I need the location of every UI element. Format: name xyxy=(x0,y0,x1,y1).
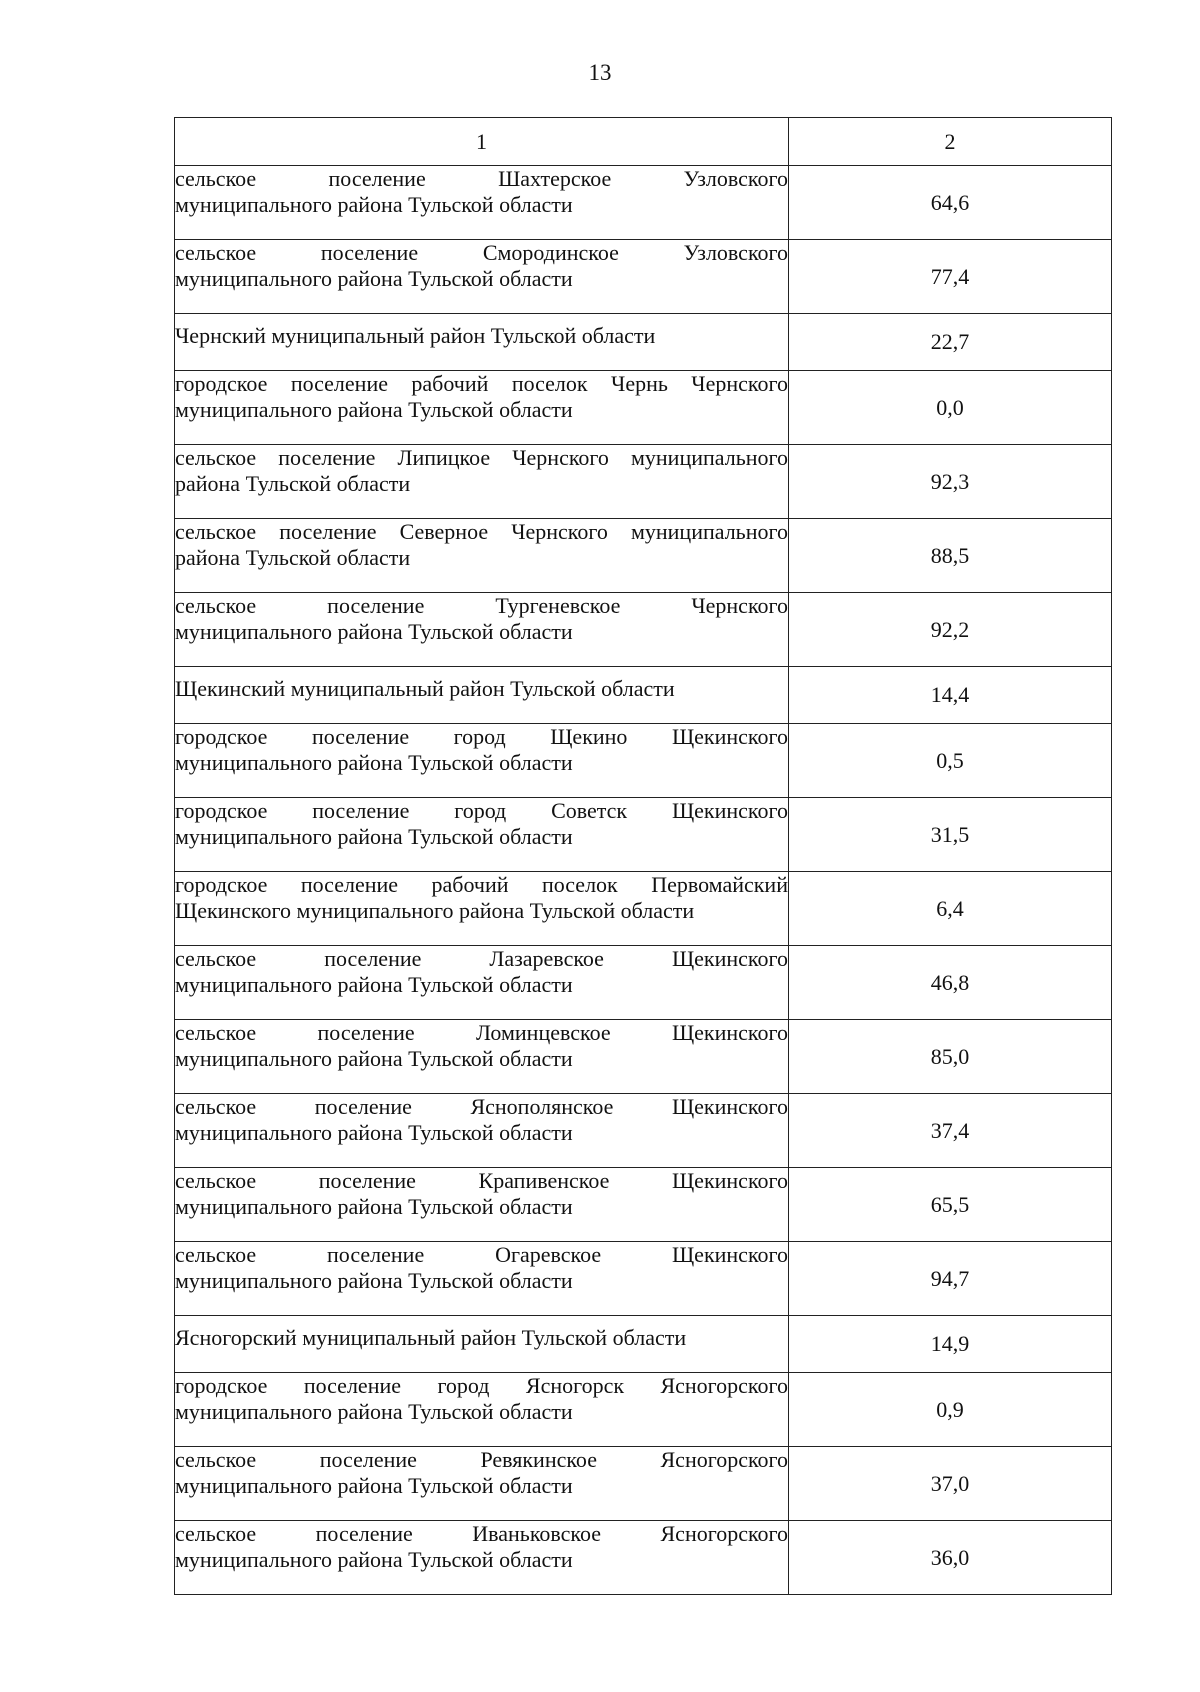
municipality-name-cell xyxy=(175,1373,789,1447)
municipality-name-cell xyxy=(175,240,789,314)
value-cell: 85,0 xyxy=(789,1020,1112,1094)
table-row xyxy=(175,314,1112,371)
value-cell: 92,3 xyxy=(789,445,1112,519)
table-row xyxy=(175,946,1112,1020)
value-cell: 64,6 xyxy=(789,166,1112,240)
value-cell: 31,5 xyxy=(789,798,1112,872)
municipality-name-line: района Тульской области xyxy=(175,545,411,570)
value-cell: 46,8 xyxy=(789,946,1112,1020)
municipality-name-line: Щекинский муниципальный район Тульской области xyxy=(175,676,675,701)
municipality-name-cell xyxy=(175,519,789,593)
value-cell: 37,4 xyxy=(789,1094,1112,1168)
municipality-name-cell xyxy=(175,872,789,946)
municipality-name-line: сельское поселение Северное Чернского муниципального xyxy=(175,519,788,544)
municipality-name-line: городское поселение город Советск Щекинского xyxy=(175,798,788,823)
municipality-name-line: муниципального района Тульской области xyxy=(175,1473,573,1498)
value-cell: 6,4 xyxy=(789,872,1112,946)
municipality-name-line: муниципального района Тульской области xyxy=(175,192,573,217)
table-row xyxy=(175,1242,1112,1316)
value-cell: 36,0 xyxy=(789,1521,1112,1595)
table-row xyxy=(175,724,1112,798)
municipality-name-line: сельское поселение Крапивенское Щекинского xyxy=(175,1168,788,1193)
value-cell: 0,0 xyxy=(789,371,1112,445)
municipality-name-line: муниципального района Тульской области xyxy=(175,750,573,775)
table-row xyxy=(175,1373,1112,1447)
municipality-name-line: муниципального района Тульской области xyxy=(175,1046,573,1071)
municipality-name-line: сельское поселение Смородинское Узловского xyxy=(175,240,788,265)
municipality-name-cell xyxy=(175,1020,789,1094)
header-row xyxy=(175,118,1112,166)
table-body xyxy=(175,166,1112,1595)
municipality-name-line: сельское поселение Яснополянское Щекинского xyxy=(175,1094,788,1119)
municipality-name-line: муниципального района Тульской области xyxy=(175,972,573,997)
table-row xyxy=(175,1521,1112,1595)
municipality-name-cell xyxy=(175,593,789,667)
municipality-name-line: муниципального района Тульской области xyxy=(175,1399,573,1424)
municipality-name-line: сельское поселение Липицкое Чернского муниципального xyxy=(175,445,788,470)
table-row xyxy=(175,667,1112,724)
municipality-name-cell xyxy=(175,724,789,798)
municipality-name-cell xyxy=(175,1521,789,1595)
municipality-name-line: городское поселение город Ясногорск Ясногорского xyxy=(175,1373,788,1398)
municipality-name-line: сельское поселение Огаревское Щекинского xyxy=(175,1242,788,1267)
table-row xyxy=(175,798,1112,872)
municipality-name-line: сельское поселение Иваньковское Ясногорского xyxy=(175,1521,788,1546)
table-row xyxy=(175,445,1112,519)
municipality-name-line: Чернский муниципальный район Тульской области xyxy=(175,323,656,348)
table-row xyxy=(175,240,1112,314)
value-cell: 94,7 xyxy=(789,1242,1112,1316)
municipality-name-cell xyxy=(175,166,789,240)
value-cell: 92,2 xyxy=(789,593,1112,667)
data-table xyxy=(174,117,1112,1595)
municipality-name-line: городское поселение рабочий поселок Первомайский xyxy=(175,872,788,897)
table-row xyxy=(175,872,1112,946)
table-row xyxy=(175,371,1112,445)
municipality-name-line: района Тульской области xyxy=(175,471,411,496)
table-row xyxy=(175,166,1112,240)
value-cell: 77,4 xyxy=(789,240,1112,314)
municipality-name-line: муниципального района Тульской области xyxy=(175,397,573,422)
municipality-name-line: муниципального района Тульской области xyxy=(175,1120,573,1145)
table-row xyxy=(175,1316,1112,1373)
municipality-name-line: Ясногорский муниципальный район Тульской области xyxy=(175,1325,687,1350)
municipality-name-cell xyxy=(175,1242,789,1316)
table-row xyxy=(175,519,1112,593)
table-row xyxy=(175,593,1112,667)
municipality-name-line: муниципального района Тульской области xyxy=(175,1268,573,1293)
municipality-name-cell xyxy=(175,445,789,519)
municipality-name-cell xyxy=(175,1447,789,1521)
municipality-name-line: городское поселение город Щекино Щекинского xyxy=(175,724,788,749)
page-number: 13 xyxy=(588,60,612,85)
municipality-name-cell xyxy=(175,946,789,1020)
municipality-name-line: муниципального района Тульской области xyxy=(175,619,573,644)
column-header-1: 1 xyxy=(175,118,789,166)
table-row xyxy=(175,1020,1112,1094)
value-cell: 14,9 xyxy=(789,1316,1112,1373)
municipality-name-cell xyxy=(175,371,789,445)
municipality-name-line: муниципального района Тульской области xyxy=(175,266,573,291)
municipality-name-cell xyxy=(175,667,789,724)
municipality-name-line: сельское поселение Лазаревское Щекинского xyxy=(175,946,788,971)
municipality-name-line: городское поселение рабочий поселок Чернь Чернского xyxy=(175,371,788,396)
municipality-name-cell xyxy=(175,1316,789,1373)
municipality-name-line: сельское поселение Шахтерское Узловского xyxy=(175,166,788,191)
table-row xyxy=(175,1168,1112,1242)
municipality-name-cell xyxy=(175,1094,789,1168)
table-row xyxy=(175,1094,1112,1168)
column-header-2: 2 xyxy=(789,118,1112,166)
value-cell: 37,0 xyxy=(789,1447,1112,1521)
value-cell: 0,9 xyxy=(789,1373,1112,1447)
municipality-name-line: сельское поселение Ломинцевское Щекинского xyxy=(175,1020,788,1045)
value-cell: 65,5 xyxy=(789,1168,1112,1242)
municipality-name-line: муниципального района Тульской области xyxy=(175,1547,573,1572)
municipality-name-line: муниципального района Тульской области xyxy=(175,1194,573,1219)
municipality-name-line: муниципального района Тульской области xyxy=(175,824,573,849)
table-row xyxy=(175,1447,1112,1521)
municipality-name-line: сельское поселение Тургеневское Чернского xyxy=(175,593,788,618)
municipality-name-cell xyxy=(175,314,789,371)
municipality-name-cell xyxy=(175,798,789,872)
value-cell: 88,5 xyxy=(789,519,1112,593)
municipality-name-line: сельское поселение Ревякинское Ясногорского xyxy=(175,1447,788,1472)
municipality-name-line: Щекинского муниципального района Тульской области xyxy=(175,898,695,923)
value-cell: 0,5 xyxy=(789,724,1112,798)
value-cell: 22,7 xyxy=(789,314,1112,371)
value-cell: 14,4 xyxy=(789,667,1112,724)
municipality-name-cell xyxy=(175,1168,789,1242)
